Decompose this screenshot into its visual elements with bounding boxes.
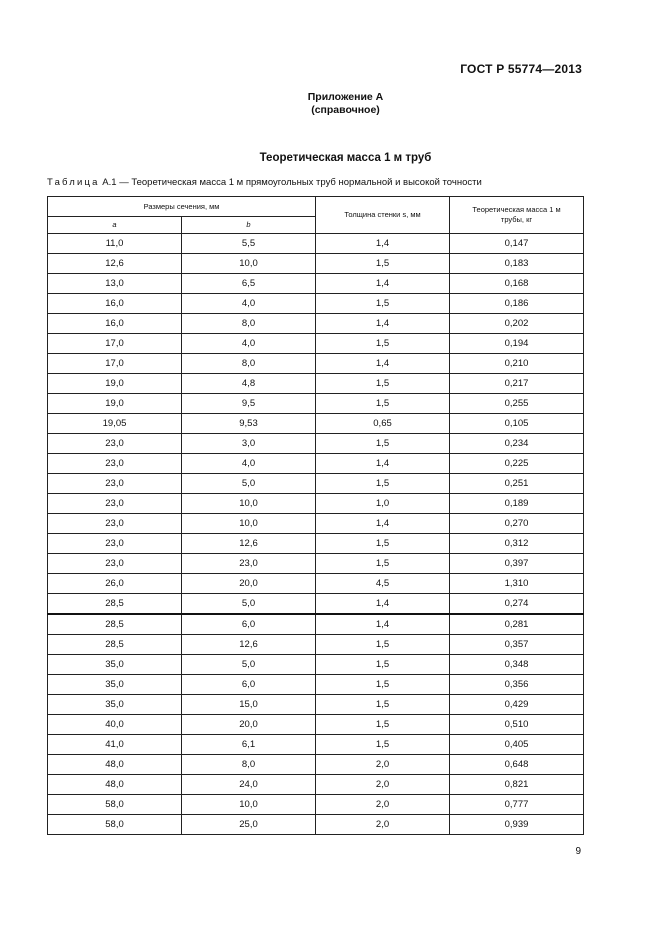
cell-b: 12,6 — [182, 534, 316, 554]
cell-mass: 0,217 — [450, 374, 584, 394]
table-row — [48, 334, 584, 354]
cell-b: 6,1 — [182, 735, 316, 755]
cell-mass: 0,510 — [450, 715, 584, 735]
cell-a: 19,05 — [48, 414, 182, 434]
cell-wall: 1,4 — [316, 614, 450, 635]
cell-a: 35,0 — [48, 675, 182, 695]
cell-mass: 0,194 — [450, 334, 584, 354]
cell-b: 10,0 — [182, 494, 316, 514]
table-row — [48, 474, 584, 494]
cell-b: 15,0 — [182, 695, 316, 715]
cell-wall: 1,4 — [316, 274, 450, 294]
cell-b: 10,0 — [182, 254, 316, 274]
cell-b: 20,0 — [182, 574, 316, 594]
cell-a: 40,0 — [48, 715, 182, 735]
cell-mass: 0,183 — [450, 254, 584, 274]
cell-mass: 0,939 — [450, 815, 584, 835]
header-mass: Теоретическая масса 1 м трубы, кг — [450, 197, 584, 234]
table-row — [48, 434, 584, 454]
cell-wall: 1,4 — [316, 234, 450, 254]
cell-a: 28,5 — [48, 614, 182, 635]
table-row — [48, 635, 584, 655]
cell-a: 28,5 — [48, 635, 182, 655]
table-row — [48, 454, 584, 474]
cell-wall: 2,0 — [316, 795, 450, 815]
cell-a: 58,0 — [48, 815, 182, 835]
table-row — [48, 695, 584, 715]
cell-b: 9,53 — [182, 414, 316, 434]
cell-wall: 1,5 — [316, 675, 450, 695]
cell-a: 23,0 — [48, 514, 182, 534]
cell-wall: 0,65 — [316, 414, 450, 434]
header-a: a — [48, 217, 182, 234]
table-row — [48, 675, 584, 695]
cell-wall: 1,5 — [316, 394, 450, 414]
cell-wall: 1,4 — [316, 594, 450, 615]
cell-wall: 1,5 — [316, 374, 450, 394]
cell-b: 10,0 — [182, 514, 316, 534]
cell-a: 17,0 — [48, 354, 182, 374]
cell-a: 23,0 — [48, 434, 182, 454]
section-title: Теоретическая масса 1 м труб — [259, 152, 432, 164]
cell-b: 8,0 — [182, 314, 316, 334]
cell-wall: 1,5 — [316, 554, 450, 574]
cell-wall: 4,5 — [316, 574, 450, 594]
cell-a: 13,0 — [48, 274, 182, 294]
page-number: 9 — [575, 846, 581, 857]
cell-mass: 0,147 — [450, 234, 584, 254]
cell-mass: 0,105 — [450, 414, 584, 434]
cell-mass: 0,210 — [450, 354, 584, 374]
cell-a: 48,0 — [48, 775, 182, 795]
cell-mass: 0,405 — [450, 735, 584, 755]
cell-b: 8,0 — [182, 354, 316, 374]
cell-wall: 1,4 — [316, 454, 450, 474]
table-row — [48, 254, 584, 274]
cell-mass: 0,251 — [450, 474, 584, 494]
cell-a: 12,6 — [48, 254, 182, 274]
cell-a: 48,0 — [48, 755, 182, 775]
cell-a: 41,0 — [48, 735, 182, 755]
caption-label: Таблица — [47, 177, 100, 188]
table-row — [48, 815, 584, 835]
cell-mass: 0,777 — [450, 795, 584, 815]
table-row — [48, 594, 584, 615]
table-row — [48, 514, 584, 534]
cell-wall: 1,5 — [316, 474, 450, 494]
cell-wall: 1,5 — [316, 735, 450, 755]
header-wall-thickness: Толщина стенки s, мм — [316, 197, 450, 234]
cell-mass: 0,270 — [450, 514, 584, 534]
cell-mass: 0,234 — [450, 434, 584, 454]
cell-a: 23,0 — [48, 534, 182, 554]
header-dimensions: Размеры сечения, мм — [48, 197, 316, 217]
cell-mass: 0,397 — [450, 554, 584, 574]
cell-wall: 1,5 — [316, 334, 450, 354]
cell-mass: 0,356 — [450, 675, 584, 695]
cell-wall: 2,0 — [316, 815, 450, 835]
cell-b: 8,0 — [182, 755, 316, 775]
cell-wall: 1,5 — [316, 434, 450, 454]
table-row — [48, 234, 584, 254]
cell-a: 28,5 — [48, 594, 182, 615]
table-row — [48, 354, 584, 374]
table-row — [48, 755, 584, 775]
cell-a: 16,0 — [48, 314, 182, 334]
cell-mass: 0,348 — [450, 655, 584, 675]
table-row — [48, 715, 584, 735]
table-row — [48, 274, 584, 294]
table-body — [48, 234, 584, 835]
table-row — [48, 314, 584, 334]
cell-b: 5,0 — [182, 594, 316, 615]
caption-text: — Теоретическая масса 1 м прямоугольных труб нормальной и высокой точности — [116, 177, 482, 188]
cell-mass: 0,255 — [450, 394, 584, 414]
cell-b: 23,0 — [182, 554, 316, 574]
cell-wall: 1,5 — [316, 534, 450, 554]
cell-mass: 0,274 — [450, 594, 584, 615]
cell-a: 11,0 — [48, 234, 182, 254]
cell-wall: 1,5 — [316, 294, 450, 314]
cell-mass: 0,429 — [450, 695, 584, 715]
table-row — [48, 554, 584, 574]
cell-mass: 0,357 — [450, 635, 584, 655]
cell-mass: 0,168 — [450, 274, 584, 294]
table-row — [48, 735, 584, 755]
cell-a: 19,0 — [48, 394, 182, 414]
cell-a: 23,0 — [48, 454, 182, 474]
cell-a: 35,0 — [48, 655, 182, 675]
cell-b: 10,0 — [182, 795, 316, 815]
cell-a: 23,0 — [48, 494, 182, 514]
table-row — [48, 494, 584, 514]
table-row — [48, 414, 584, 434]
cell-a: 17,0 — [48, 334, 182, 354]
caption-number: А.1 — [102, 177, 117, 188]
cell-a: 16,0 — [48, 294, 182, 314]
cell-b: 25,0 — [182, 815, 316, 835]
cell-b: 4,8 — [182, 374, 316, 394]
cell-b: 4,0 — [182, 294, 316, 314]
cell-b: 4,0 — [182, 454, 316, 474]
cell-a: 58,0 — [48, 795, 182, 815]
table-row — [48, 574, 584, 594]
cell-wall: 1,5 — [316, 695, 450, 715]
cell-b: 5,0 — [182, 474, 316, 494]
table-row — [48, 294, 584, 314]
mass-table — [47, 196, 584, 835]
table-row — [48, 374, 584, 394]
cell-mass: 0,648 — [450, 755, 584, 775]
cell-a: 23,0 — [48, 554, 182, 574]
table-row — [48, 614, 584, 635]
cell-b: 6,5 — [182, 274, 316, 294]
table-row — [48, 775, 584, 795]
cell-mass: 1,310 — [450, 574, 584, 594]
cell-mass: 0,189 — [450, 494, 584, 514]
cell-mass: 0,312 — [450, 534, 584, 554]
cell-mass: 0,186 — [450, 294, 584, 314]
cell-wall: 1,5 — [316, 635, 450, 655]
cell-mass: 0,225 — [450, 454, 584, 474]
cell-b: 24,0 — [182, 775, 316, 795]
cell-b: 4,0 — [182, 334, 316, 354]
appendix-title: Приложение А — [307, 91, 384, 103]
cell-b: 6,0 — [182, 675, 316, 695]
cell-b: 5,0 — [182, 655, 316, 675]
cell-b: 20,0 — [182, 715, 316, 735]
cell-b: 12,6 — [182, 635, 316, 655]
cell-a: 19,0 — [48, 374, 182, 394]
header-b: b — [182, 217, 316, 234]
document-code: ГОСТ Р 55774—2013 — [460, 62, 582, 76]
cell-wall: 1,0 — [316, 494, 450, 514]
table-row — [48, 795, 584, 815]
cell-wall: 1,5 — [316, 715, 450, 735]
appendix-subtitle: (справочное) — [311, 104, 380, 116]
cell-b: 3,0 — [182, 434, 316, 454]
cell-a: 23,0 — [48, 474, 182, 494]
cell-wall: 1,4 — [316, 354, 450, 374]
table-row — [48, 655, 584, 675]
cell-wall: 1,5 — [316, 254, 450, 274]
cell-mass: 0,202 — [450, 314, 584, 334]
cell-b: 9,5 — [182, 394, 316, 414]
cell-wall: 1,5 — [316, 655, 450, 675]
table-caption — [47, 177, 482, 188]
cell-mass: 0,281 — [450, 614, 584, 635]
cell-b: 5,5 — [182, 234, 316, 254]
cell-wall: 2,0 — [316, 775, 450, 795]
table-row — [48, 394, 584, 414]
cell-b: 6,0 — [182, 614, 316, 635]
cell-mass: 0,821 — [450, 775, 584, 795]
cell-wall: 2,0 — [316, 755, 450, 775]
cell-a: 35,0 — [48, 695, 182, 715]
cell-wall: 1,4 — [316, 514, 450, 534]
table-row — [48, 534, 584, 554]
cell-a: 26,0 — [48, 574, 182, 594]
appendix-heading — [15, 91, 661, 117]
cell-wall: 1,4 — [316, 314, 450, 334]
